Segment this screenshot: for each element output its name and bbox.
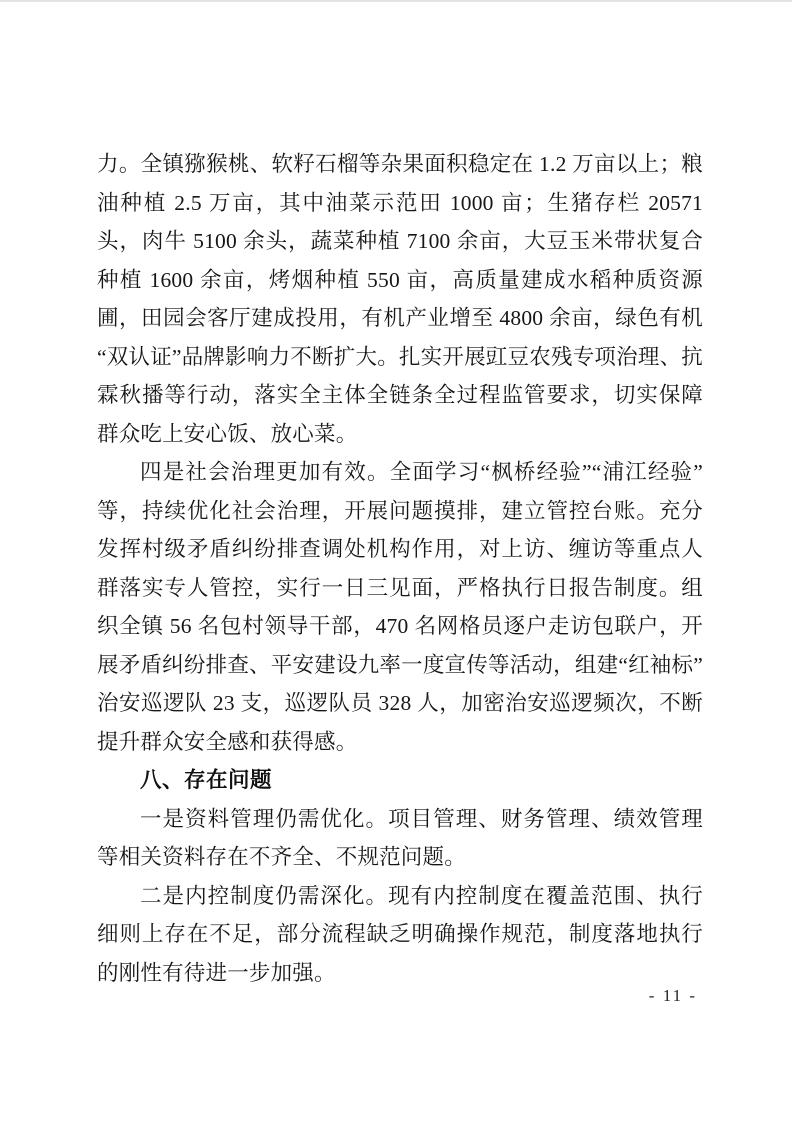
paragraph-problem-one: 一是资料管理仍需优化。项目管理、财务管理、绩效管理等相关资料存在不齐全、不规范问题。 bbox=[97, 806, 703, 869]
paragraph-agriculture-continuation: 力。全镇猕猴桃、软籽石榴等杂果面积稳定在 1.2 万亩以上；粮油种植 2.5 万亩，其中油菜示范田 1000 亩；生猪存栏 20571 头，肉牛 5100 余头，蔬菜种植 7100 余亩，大豆玉米带状复合种植 1600 余亩，烤烟种植 550 亩，高质量建成水稻种质资源圃，田园会客厅建成投用，有机产业增至 4800 余亩，绿色有机“双认证”品牌影响力不断扩大。扎实开展豇豆农残专项治理、抗霖秋播等行动，落实全主体全链条全过程监管要求，切实保障群众吃上安心饭、放心菜。 bbox=[97, 152, 703, 446]
paragraph-social-governance: 四是社会治理更加有效。全面学习“枫桥经验”“浦江经验”等，持续优化社会治理，开展问题摸排，建立管控台账。充分发挥村级矛盾纠纷排查调处机构作用，对上访、缠访等重点人群落实专人管控，实行一日三见面，严格执行日报告制度。组织全镇 56 名包村领导干部，470 名网格员逐户走访包联户，开展矛盾纠纷排查、平安建设九率一度宣传等活动，组建“红袖标”治安巡逻队 23 支，巡逻队员 328 人，加密治安巡逻频次，不断提升群众安全感和获得感。 bbox=[97, 460, 703, 754]
page-number: - 11 - bbox=[648, 986, 697, 1005]
document-body bbox=[97, 145, 703, 992]
section-heading-existing-problems: 八、存在问题 bbox=[140, 768, 273, 792]
paragraph-problem-two: 二是内控制度仍需深化。现有内控制度在覆盖范围、执行细则上存在不足，部分流程缺乏明确操作规范，制度落地执行的刚性有待进一步加强。 bbox=[97, 883, 703, 985]
